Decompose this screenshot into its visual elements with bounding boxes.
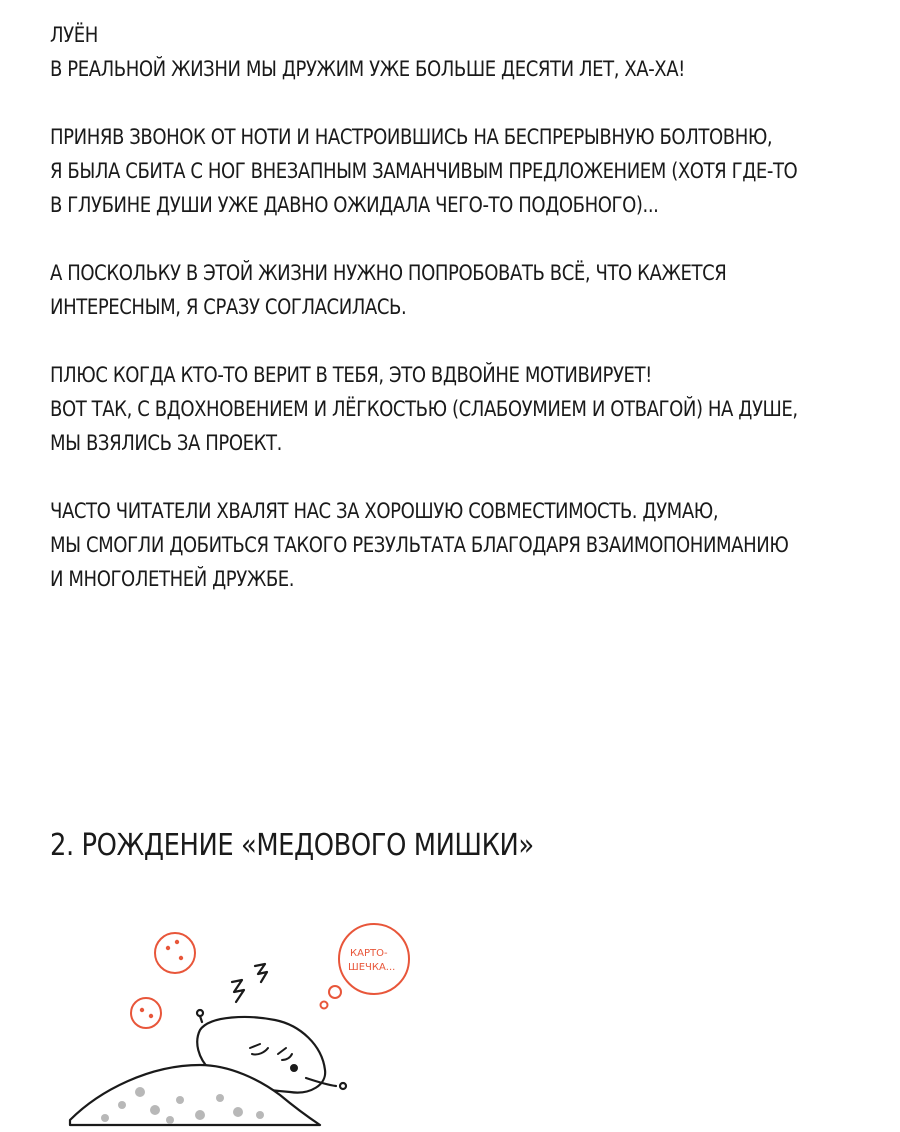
sleeping-character-illustration [60,920,440,1132]
paragraph-line: В ГЛУБИНЕ ДУШИ УЖЕ ДАВНО ОЖИДАЛА ЧЕГО-ТО ПОДОБНОГО)... [50,193,659,217]
sleep-z-icon [232,964,267,1002]
floating-bubbles [131,933,195,1028]
paragraph-line: МЫ СМОГЛИ ДОБИТЬСЯ ТАКОГО РЕЗУЛЬТАТА БЛАГОДАРЯ ВЗАИМОПОНИМАНИЮ [50,533,789,557]
paragraph-line: ВОТ ТАК, С ВДОХНОВЕНИЕМ И ЛЁГКОСТЬЮ (СЛАБОУМИЕМ И ОТВАГОЙ) НА ДУШЕ, [50,397,798,421]
paragraph-line: ИНТЕРЕСНЫМ, Я СРАЗУ СОГЛАСИЛАСЬ. [50,295,407,319]
paragraph-1 [50,52,870,86]
section-title: 2. РОЖДЕНИЕ «МЕДОВОГО МИШКИ» [50,828,534,863]
paragraph-4 [50,358,870,460]
thought-text-line1: КАРТО- [350,948,388,959]
thought-text-line2: ШЕЧКА... [348,962,396,973]
bubble-small [131,998,161,1028]
bubble-dot [167,947,169,949]
bubble-dot [176,941,178,943]
paragraph-line: МЫ ВЗЯЛИСЬ ЗА ПРОЕКТ. [50,431,282,455]
bubble-dot [150,1015,152,1017]
paragraph-3 [50,256,870,324]
paragraph-5 [50,494,870,596]
bubble-dot [141,1009,143,1011]
paragraph-2 [50,120,870,222]
paragraph-line: А ПОСКОЛЬКУ В ЭТОЙ ЖИЗНИ НУЖНО ПОПРОБОВАТЬ ВСЁ, ЧТО КАЖЕТСЯ [50,261,727,285]
paragraph-line: В РЕАЛЬНОЙ ЖИЗНИ МЫ ДРУЖИМ УЖЕ БОЛЬШЕ ДЕСЯТИ ЛЕТ, ХА-ХА! [50,57,685,81]
paragraph-line: ЧАСТО ЧИТАТЕЛИ ХВАЛЯТ НАС ЗА ХОРОШУЮ СОВМЕСТИМОСТЬ. ДУМАЮ, [50,499,719,523]
essay-text [50,18,870,630]
paragraph-line: Я БЫЛА СБИТА С НОГ ВНЕЗАПНЫМ ЗАМАНЧИВЫМ ПРЕДЛОЖЕНИЕМ (ХОТЯ ГДЕ-ТО [50,159,798,183]
bubble-large [155,933,195,973]
bubble-dot [180,957,182,959]
paragraph-line: ПЛЮС КОГДА КТО-ТО ВЕРИТ В ТЕБЯ, ЭТО ВДВОЙНЕ МОТИВИРУЕТ! [50,363,652,387]
paragraph-line: И МНОГОЛЕТНЕЙ ДРУЖБЕ. [50,567,295,591]
paragraph-line: ПРИНЯВ ЗВОНОК ОТ НОТИ И НАСТРОИВШИСЬ НА БЕСПРЕРЫВНУЮ БОЛТОВНЮ, [50,125,773,149]
author-name: ЛУЁН [50,23,98,47]
